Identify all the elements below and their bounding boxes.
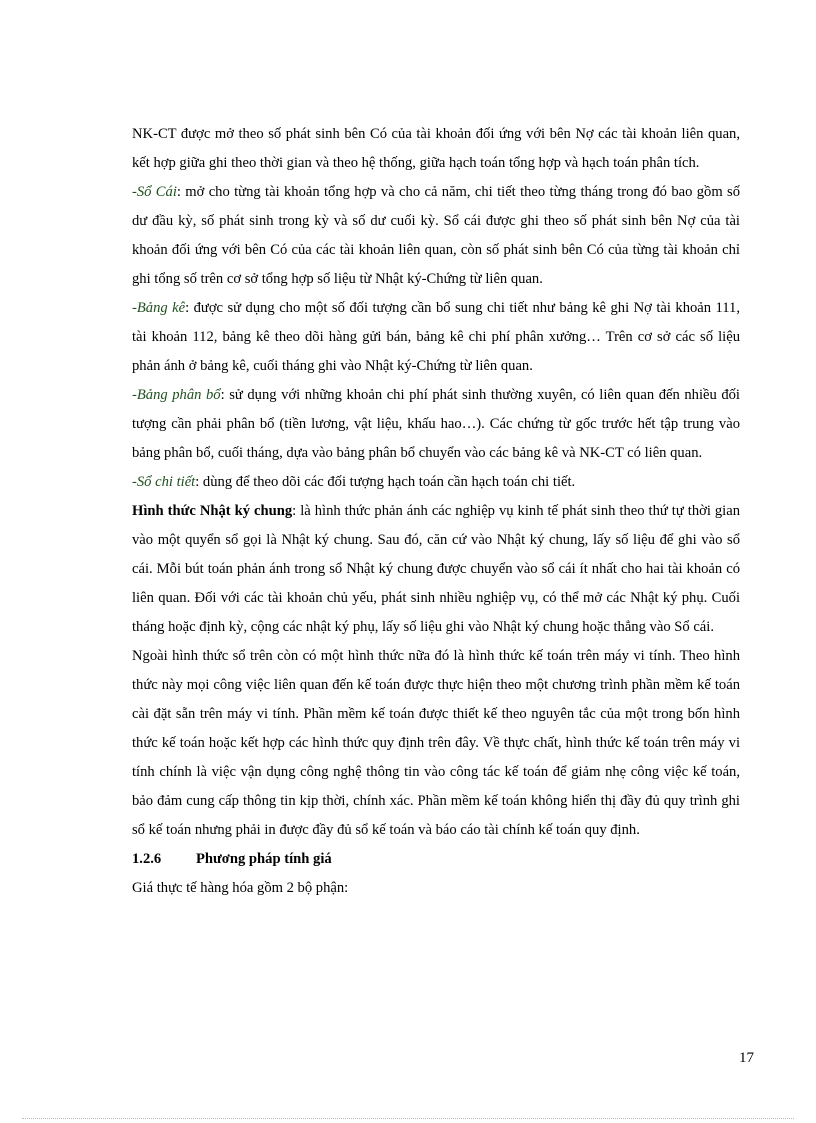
text-so-cai: : mở cho từng tài khoản tổng hợp và cho cả năm, chi tiết theo từng tháng trong đó bao gồm số dư đầu kỳ, số phát sinh trong kỳ và số dư cuối kỳ. Sổ cái được ghi theo số phát sinh bên Nợ của tài khoản đối ứng với bên Có của các tài khoản liên quan, còn số phát sinh bên Có của từng tài khoản chỉ ghi tổng số trên cơ sở tổng hợp số liệu từ Nhật ký-Chứng từ liên quan. (132, 184, 741, 287)
paragraph-bang-ke (132, 294, 740, 381)
text-bang-ke: : được sử dụng cho một số đối tượng cần bổ sung chi tiết như bảng kê ghi Nợ tài khoản 111, tài khoản 112, bảng kê theo dõi hàng gửi bán, bảng kê chi phí phân xưởng… Trên cơ sở các số liệu phản ánh ở bảng kê, cuối tháng ghi vào Nhật ký-Chứng từ liên quan. (132, 300, 740, 374)
page-bottom-divider (22, 1118, 794, 1119)
term-bang-ke: -Bảng kê (132, 300, 186, 316)
paragraph-so-chi-tiet (132, 468, 740, 497)
section-title: Phương pháp tính giá (196, 851, 332, 867)
paragraph-gia-thuc-te: Giá thực tế hàng hóa gồm 2 bộ phận: (132, 880, 349, 896)
text-bang-phan-bo: : sử dụng với những khoản chi phí phát sinh thường xuyên, có liên quan đến nhiều đối tượng cần phải phân bổ (tiền lương, vật liệu, khấu hao…). Các chứng từ gốc trước hết tập trung vào bảng phân bổ, cuối tháng, dựa vào bảng phân bổ chuyển vào các bảng kê và NK-CT có liên quan. (132, 387, 740, 461)
page-number: 17 (739, 1050, 754, 1066)
paragraph-may-vi-tinh: Ngoài hình thức sổ trên còn có một hình thức nữa đó là hình thức kế toán trên máy vi tính. Theo hình thức này mọi công việc liên quan đến kế toán được thực hiện theo một chương trình phần mềm kế toán cài đặt sẵn trên máy vi tính. Phần mềm kế toán được thiết kế theo nguyên tắc của một trong bốn hình thức kế toán hoặc kết hợp các hình thức quy định trên đây. Về thực chất, hình thức kế toán trên máy vi tính chính là việc vận dụng công nghệ thông tin vào công tác kế toán để giảm nhẹ công việc kế toán, bảo đảm cung cấp thông tin kịp thời, chính xác. Phần mềm kế toán không hiển thị đầy đủ quy trình ghi sổ kế toán nhưng phải in được đầy đủ sổ kế toán và báo cáo tài chính kế toán quy định. (132, 648, 740, 838)
text-nhat-ky-chung: : là hình thức phản ánh các nghiệp vụ kinh tế phát sinh theo thứ tự thời gian vào một quyển sổ gọi là Nhật ký chung. Sau đó, căn cứ vào Nhật ký chung, lấy số liệu để ghi vào sổ cái. Mỗi bút toán phản ánh trong sổ Nhật ký chung được chuyển vào sổ cái ít nhất cho hai tài khoản có liên quan. Đối với các tài khoản chủ yếu, phát sinh nhiều nghiệp vụ, có thể mở các Nhật ký phụ. Cuối tháng hoặc định kỳ, cộng các nhật ký phụ, lấy số liệu ghi vào Nhật ký chung hoặc thẳng vào Sổ cái. (132, 503, 740, 635)
term-so-cai: -Sổ Cái (132, 184, 177, 200)
term-so-chi-tiet: -Sổ chi tiết (132, 474, 196, 490)
section-heading (132, 845, 740, 874)
paragraph-nkct: NK-CT được mở theo số phát sinh bên Có của tài khoản đối ứng với bên Nợ các tài khoản liên quan, kết hợp giữa ghi theo thời gian và theo hệ thống, giữa hạch toán tổng hợp và hạch toán phân tích. (132, 126, 740, 171)
term-bang-phan-bo: -Bảng phân bổ (132, 387, 221, 403)
term-nhat-ky-chung: Hình thức Nhật ký chung (132, 503, 293, 519)
paragraph-bang-phan-bo (132, 381, 740, 468)
paragraph-so-cai (132, 178, 740, 294)
text-so-chi-tiet: : dùng để theo dõi các đối tượng hạch toán cần hạch toán chi tiết. (195, 474, 576, 490)
page-content (132, 120, 740, 903)
section-number: 1.2.6 (132, 851, 162, 867)
paragraph-nhat-ky-chung (132, 497, 740, 642)
